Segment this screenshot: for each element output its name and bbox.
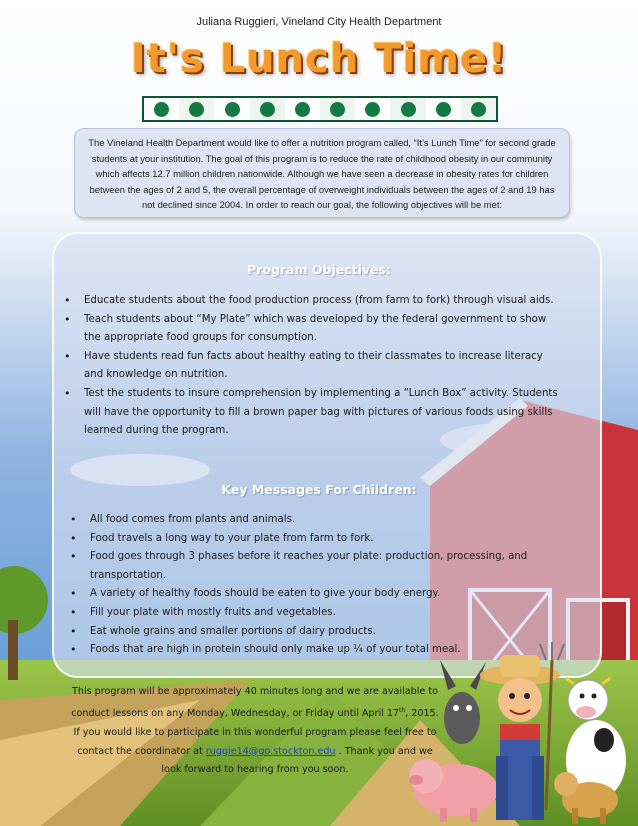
list-item: • Foods that are high in protein should only make up ¼ of your total meal. <box>70 641 550 660</box>
intro-text: The Vineland Health Department would like to offer a nutrition program called, “It’s Lunch Time” for second grade students at your institution. The goal of this program is to reduce the rate of childhood obesity in our community which affects 12.7 million children nationwide. Although we have seen a decrease in obesity rates for children between the ages of 2 and 5, the overall percentage of overweight individuals between the ages of 2 and 19 has not declined since 2004. In order to reach our goal, the following objectives will be met: <box>88 137 556 211</box>
closing-sup: th <box>399 706 406 714</box>
list-item: • Fill your plate with mostly fruits and vegetables. <box>70 604 550 623</box>
list-item: • Have students read fun facts about healthy eating to their classmates to increase literacy and knowledge on nutrition. <box>64 348 564 385</box>
objectives-heading: Program Objectives: <box>247 262 391 277</box>
list-item: • Educate students about the food production process (from farm to fork) through visual aids. <box>64 292 564 311</box>
donkey-icon <box>440 660 486 744</box>
list-item: • Food goes through 3 phases before it reaches your plate: production, processing, and transportation. <box>70 548 550 585</box>
author-line: Juliana Ruggieri, Vineland City Health Department <box>196 16 442 28</box>
list-item: • Food travels a long way to your plate from farm to fork. <box>70 530 550 549</box>
page-title: It's Lunch Time! <box>130 36 508 82</box>
list-item: • Eat whole grains and smaller portions of dairy products. <box>70 623 550 642</box>
closing-text-2: , 2015. If you would like to participate in this wonderful program please feel free to contact the coordinator at <box>73 707 439 757</box>
messages-heading: Key Messages For Children: <box>221 482 417 497</box>
list-item: • Test the students to insure comprehension by implementing a “Lunch Box” activity. Students will have the opportunity to fill a brown paper bag with pictures of various foods using skills learned during the program. <box>64 385 564 441</box>
closing-text-1: This program will be approximately 40 minutes long and we are available to conduct lessons on any Monday, Wednesday, or Friday until April 17 <box>71 686 438 719</box>
list-item: • A variety of healthy foods should be eaten to give your body energy. <box>70 585 550 604</box>
closing-text-3: . Thank you and we look forward to hearing from you soon. <box>161 745 433 776</box>
list-item: • All food comes from plants and animals. <box>70 511 550 530</box>
pig-icon <box>409 759 498 822</box>
email-link[interactable]: ruggie14@go.stockton.edu <box>205 745 336 757</box>
list-item: • Teach students about “My Plate” which was developed by the federal government to show the appropriate food groups for consumption. <box>64 311 564 348</box>
